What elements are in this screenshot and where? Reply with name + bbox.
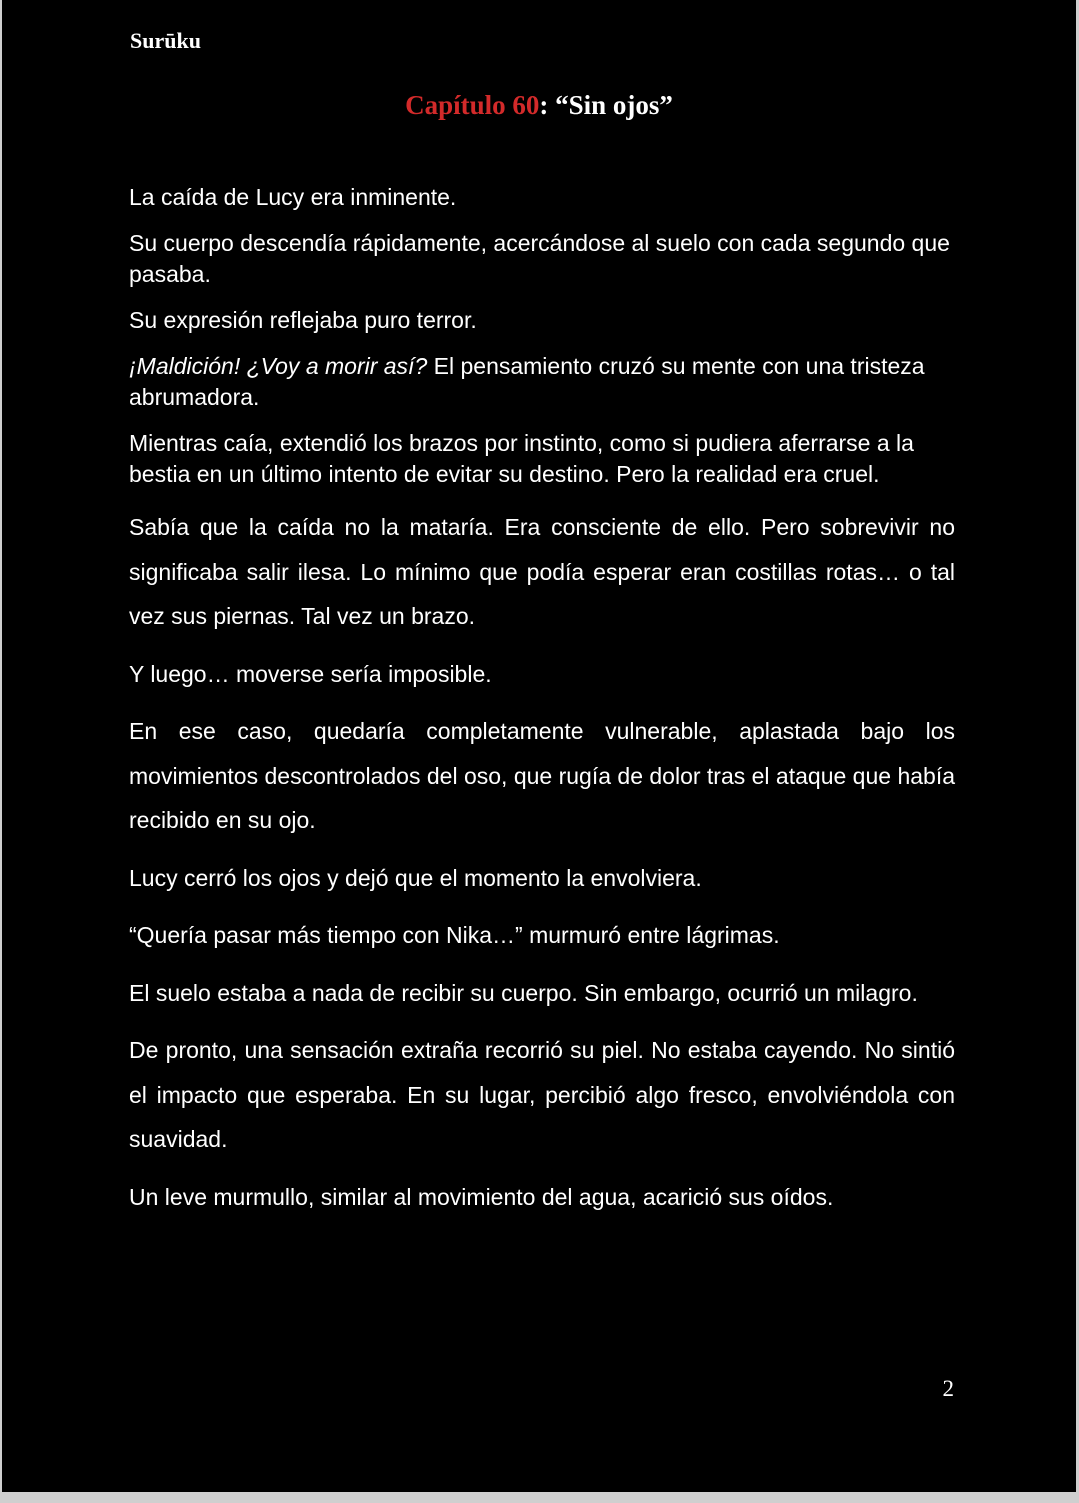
page-number: 2	[942, 1376, 954, 1401]
chapter-body	[129, 182, 955, 1232]
paragraph: Su cuerpo descendía rápidamente, acercándose al suelo con cada segundo que pasaba.	[129, 230, 950, 287]
chapter-label: Capítulo 60	[405, 90, 540, 120]
paragraph: ¡Maldición! ¿Voy a morir así? El pensamiento cruzó su mente con una tristeza abrumadora.	[129, 353, 925, 410]
running-header-author: Surūku	[130, 28, 201, 53]
paragraph: La caída de Lucy era inminente.	[129, 184, 457, 210]
paragraph: Su expresión reflejaba puro terror.	[129, 307, 477, 333]
paragraph: Sabía que la caída no la mataría. Era consciente de ello. Pero sobrevivir no significaba salir ilesa. Lo mínimo que podía esperar eran costillas rotas… o tal vez sus piernas. Tal vez un brazo.	[129, 514, 955, 629]
chapter-name: : “Sin ojos”	[539, 90, 673, 120]
paragraph: Y luego… moverse sería imposible.	[129, 660, 492, 687]
paragraph: En ese caso, quedaría completamente vulnerable, aplastada bajo los movimientos descontrolados del oso, que rugía de dolor tras el ataque que había recibido en su ojo.	[129, 718, 955, 833]
chapter-title	[2, 90, 1076, 121]
paragraph: Un leve murmullo, similar al movimiento del agua, acarició sus oídos.	[129, 1183, 834, 1210]
paragraph: El suelo estaba a nada de recibir su cuerpo. Sin embargo, ocurrió un milagro.	[129, 979, 918, 1006]
italic-thought: ¡Maldición! ¿Voy a morir así?	[129, 353, 428, 379]
paragraph: De pronto, una sensación extraña recorrió su piel. No estaba cayendo. No sintió el impacto que esperaba. En su lugar, percibió algo fresco, envolviéndola con suavidad.	[129, 1037, 955, 1152]
document-page	[2, 0, 1076, 1492]
paragraph: Lucy cerró los ojos y dejó que el momento la envolviera.	[129, 864, 702, 891]
paragraph: “Quería pasar más tiempo con Nika…” murmuró entre lágrimas.	[129, 922, 780, 948]
paragraph: Mientras caía, extendió los brazos por instinto, como si pudiera aferrarse a la bestia en un último intento de evitar su destino. Pero la realidad era cruel.	[129, 430, 914, 487]
